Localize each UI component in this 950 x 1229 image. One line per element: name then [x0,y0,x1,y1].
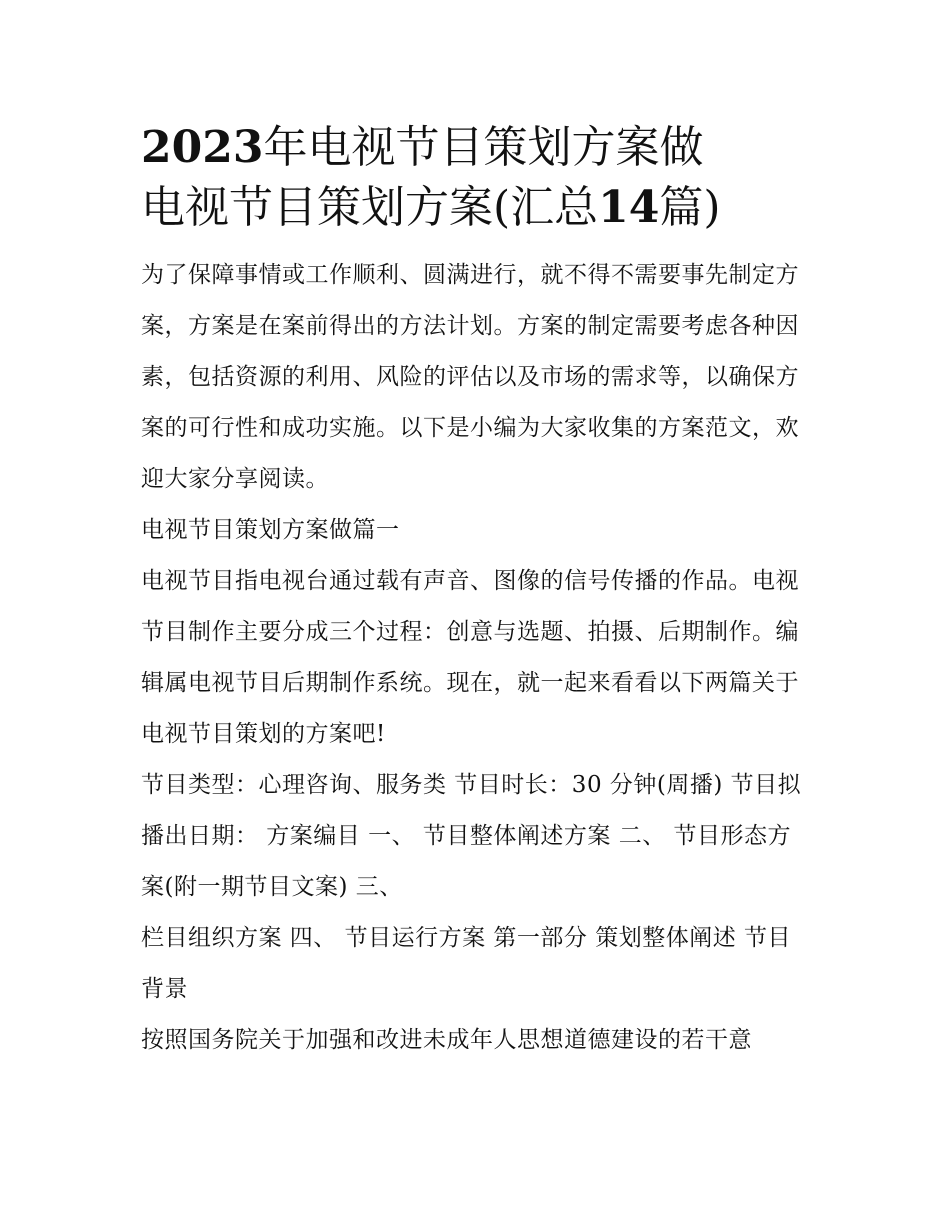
title-year: 2023 [141,122,264,173]
document-title [141,118,813,238]
document-content [141,118,813,1066]
document-body [141,250,813,1066]
title-count: 14 [598,182,660,233]
body-paragraph-continued: 按照国务院关于加强和改进未成年人思想道德建设的若干意 [141,1027,752,1053]
title-line-1-text: 年电视节目策划方案做 [263,122,704,173]
title-line-1 [141,118,813,178]
section-heading: 电视节目策划方案做篇一 [141,517,400,543]
title-line-2-text-b: 篇) [659,182,721,233]
program-info-paragraph: 节目类型：心理咨询、服务类 节目时长：30 分钟(周播) 节目拟播出日期： 方案编目 一、 节目整体阐述方案 二、 节目形态方案(附一期节目文案) 三、 [141,772,802,900]
title-line-2-text-a: 电视节目策划方案(汇总 [141,182,599,233]
title-line-2 [141,178,813,238]
program-outline-paragraph: 栏目组织方案 四、 节目运行方案 第一部分 策划整体阐述 节目背景 [141,925,792,1002]
body-paragraph: 电视节目指电视台通过载有声音、图像的信号传播的作品。电视节目制作主要分成三个过程：创意与选题、拍摄、后期制作。编辑属电视节目后期制作系统。现在，就一起来看看以下两篇关于电视节目策划的方案吧! [141,568,799,747]
intro-paragraph: 为了保障事情或工作顺利、圆满进行，就不得不需要事先制定方案，方案是在案前得出的方法计划。方案的制定需要考虑各种因素，包括资源的利用、风险的评估以及市场的需求等，以确保方案的可行性和成功实施。以下是小编为大家收集的方案范文，欢迎大家分享阅读。 [141,262,799,492]
